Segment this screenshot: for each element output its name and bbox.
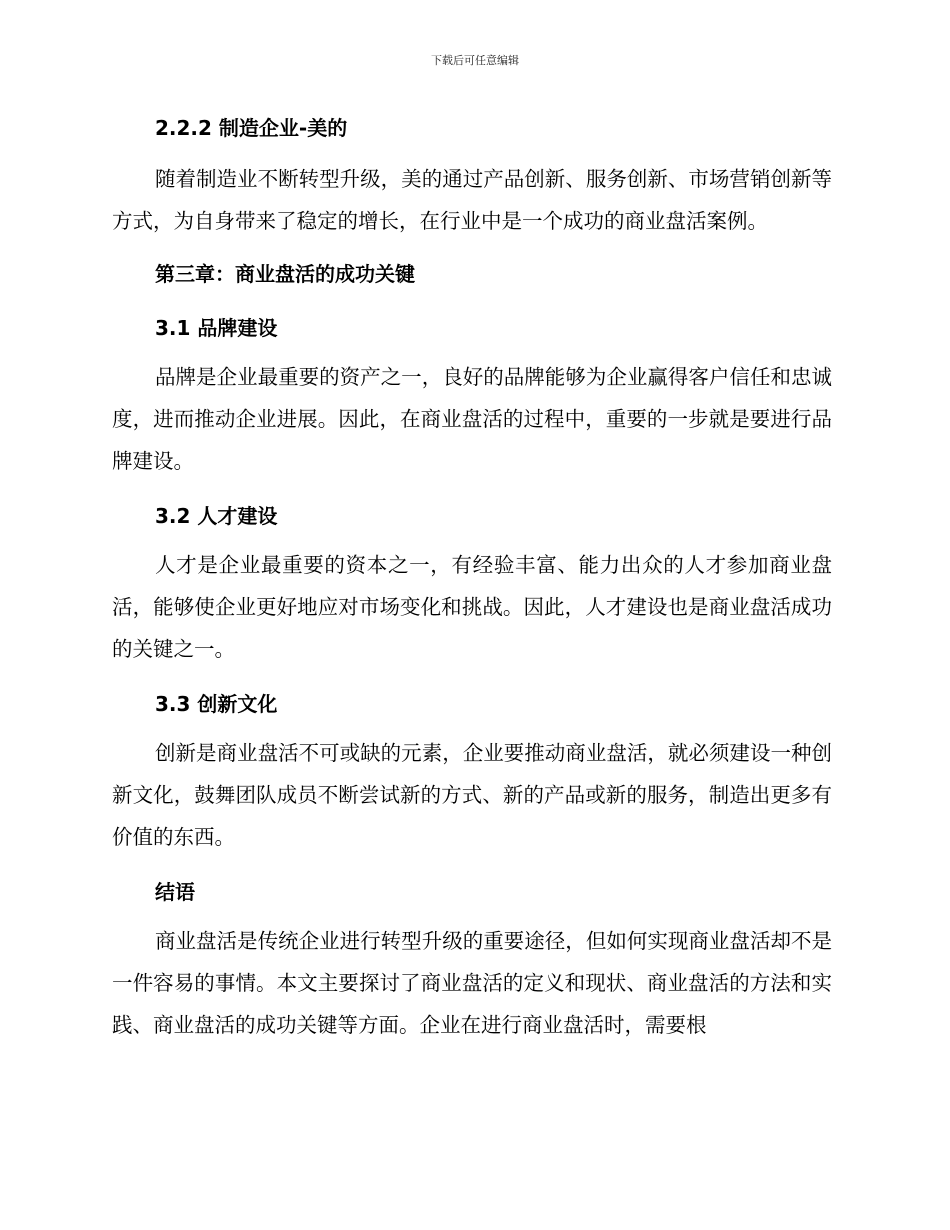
section-heading-3-2: 3.2 人才建设 [155, 504, 278, 528]
conclusion-paragraph: 商业盘活是传统企业进行转型升级的重要途径，但如何实现商业盘活却不是一件容易的事情。本文主要探讨了商业盘活的定义和现状、商业盘活的方法和实践、商业盘活的成功关键等方面。企业在进行商业盘活时，需要根 [112, 929, 832, 1037]
section-paragraph-3-1: 品牌是企业最重要的资产之一，良好的品牌能够为企业赢得客户信任和忠诚度，进而推动企业进展。因此，在商业盘活的过程中，重要的一步就是要进行品牌建设。 [112, 365, 832, 473]
section-heading-2-2-2: 2.2.2 制造企业-美的 [155, 116, 348, 140]
section-heading-3-3: 3.3 创新文化 [155, 692, 278, 716]
section-paragraph-2-2-2: 随着制造业不断转型升级，美的通过产品创新、服务创新、市场营销创新等方式，为自身带来了稳定的增长，在行业中是一个成功的商业盘活案例。 [112, 167, 832, 233]
section-heading-3-1: 3.1 品牌建设 [155, 316, 278, 340]
chapter-heading-3: 第三章：商业盘活的成功关键 [155, 262, 415, 286]
section-paragraph-3-3: 创新是商业盘活不可或缺的元素，企业要推动商业盘活，就必须建设一种创新文化，鼓舞团队成员不断尝试新的方式、新的产品或新的服务，制造出更多有价值的东西。 [112, 741, 832, 849]
document-body [112, 108, 832, 1046]
section-paragraph-3-2: 人才是企业最重要的资本之一，有经验丰富、能力出众的人才参加商业盘活，能够使企业更好地应对市场变化和挑战。因此，人才建设也是商业盘活成功的关键之一。 [112, 553, 832, 661]
header-note: 下载后可任意编辑 [431, 54, 519, 67]
conclusion-heading: 结语 [155, 880, 195, 904]
